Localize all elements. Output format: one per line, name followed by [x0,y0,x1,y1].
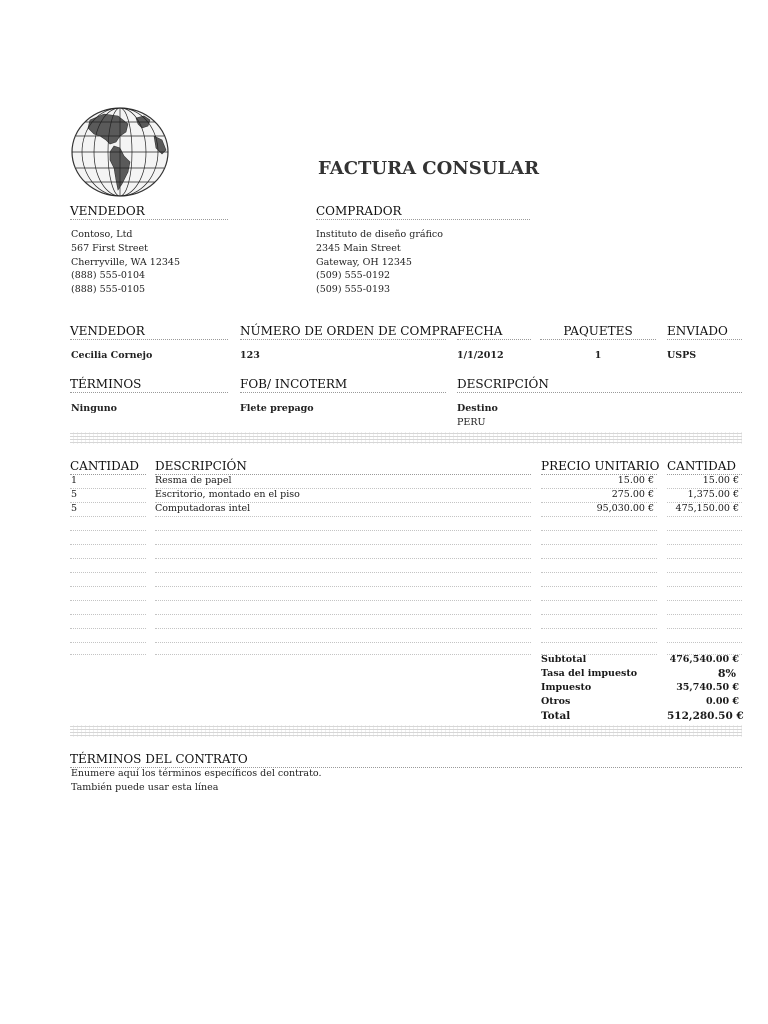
section-divider [70,725,742,737]
row-line [155,628,531,629]
row-line [155,558,531,559]
section-divider [70,432,742,444]
row-description: Resma de papel [155,475,232,486]
row-line [155,654,531,655]
row-line [155,600,531,601]
buyer-line: 2345 Main Street [316,242,401,254]
row-line [70,600,146,601]
description-column-header: DESCRIPCIÓN [155,459,531,475]
row-line [667,642,742,643]
row-line [155,586,531,587]
row-line [155,572,531,573]
order-number-value: 123 [240,350,260,361]
row-line [155,642,531,643]
terms-heading: TÉRMINOS [70,377,228,393]
buyer-line: (509) 555-0192 [316,270,391,282]
row-line [667,530,742,531]
row-amount: 1,375.00 € [687,489,739,500]
row-line [155,544,531,545]
row-line [70,586,146,587]
row-line [667,572,742,573]
seller-line: (888) 555-0104 [71,270,146,282]
shipped-value: USPS [667,350,697,361]
row-line [541,586,657,587]
row-line [541,544,657,545]
row-line [541,530,657,531]
fob-value: Flete prepago [240,403,314,414]
other-value: 0.00 € [705,696,739,707]
buyer-line: Instituto de diseño gráfico [316,229,443,240]
row-unit-price: 15.00 € [617,475,654,486]
order-seller-value: Cecilia Cornejo [71,350,153,361]
date-heading: FECHA [457,324,531,340]
row-line [70,488,146,489]
row-line [541,502,657,503]
seller-address [71,228,180,297]
row-line [70,558,146,559]
buyer-line: Gateway, OH 12345 [316,256,412,268]
row-line [70,628,146,629]
row-line [667,614,742,615]
row-line [541,642,657,643]
total-label: Total [541,710,571,722]
subtotal-value: 476,540.00 € [669,654,739,665]
row-line [541,614,657,615]
fob-heading: FOB/ INCOTERM [240,377,446,393]
row-line [155,530,531,531]
destination-value: PERU [457,417,486,428]
seller-line: Contoso, Ltd [71,229,133,240]
subtotal-label: Subtotal [541,654,587,665]
order-number-heading: NÚMERO DE ORDEN DE COMPRA [240,324,458,338]
row-amount: 15.00 € [702,475,739,486]
buyer-heading: COMPRADOR [316,204,530,220]
row-line [667,600,742,601]
row-line [70,530,146,531]
date-value: 1/1/2012 [457,350,504,361]
tax-rate-value: 8% [717,667,736,680]
tax-value: 35,740.50 € [676,682,739,693]
contract-line: Enumere aquí los términos específicos del contrato. [71,768,322,779]
seller-line: 567 First Street [71,242,148,254]
row-qty: 5 [71,489,78,500]
packages-value: 1 [594,350,602,361]
row-line [667,488,742,489]
total-value: 512,280.50 € [667,710,744,722]
row-line [667,558,742,559]
terms-value: Ninguno [71,403,117,414]
row-line [155,502,531,503]
other-label: Otros [541,696,571,707]
seller-line: (888) 555-0105 [71,284,146,296]
shipped-heading: ENVIADO [667,324,742,340]
row-line [70,502,146,503]
destination-label: Destino [457,403,498,414]
row-line [541,488,657,489]
row-line [667,628,742,629]
row-unit-price: 275.00 € [611,489,654,500]
row-line [70,572,146,573]
unit-price-column-header: PRECIO UNITARIO [541,459,660,473]
description-heading: DESCRIPCIÓN [457,377,742,393]
row-line [667,586,742,587]
tax-label: Impuesto [541,682,592,693]
globe-logo [70,106,170,198]
row-qty: 5 [71,503,78,514]
row-line [70,642,146,643]
row-description: Computadoras intel [155,503,251,514]
amount-column-header: CANTIDAD [667,459,742,475]
row-line [541,558,657,559]
row-line [70,654,146,655]
contract-heading: TÉRMINOS DEL CONTRATO [70,752,742,768]
invoice-title: FACTURA CONSULAR [318,158,540,179]
row-qty: 1 [71,475,78,486]
row-line [541,600,657,601]
globe-icon [70,106,170,198]
order-seller-heading: VENDEDOR [70,324,228,340]
row-line [541,572,657,573]
row-line [70,544,146,545]
row-line [155,516,531,517]
row-line [541,628,657,629]
row-line [667,502,742,503]
row-line [70,516,146,517]
row-line [70,614,146,615]
row-amount: 475,150.00 € [675,503,739,514]
seller-heading: VENDEDOR [70,204,228,220]
packages-heading: PAQUETES [540,324,656,340]
contract-line: También puede usar esta línea [71,782,219,793]
seller-line: Cherryville, WA 12345 [71,256,180,268]
tax-rate-label: Tasa del impuesto [541,668,638,679]
row-line [155,614,531,615]
qty-column-header: CANTIDAD [70,459,146,475]
row-description: Escritorio, montado en el piso [155,489,300,500]
row-line [667,544,742,545]
row-line [541,516,657,517]
row-unit-price: 95,030.00 € [596,503,654,514]
buyer-address [316,228,443,297]
buyer-line: (509) 555-0193 [316,284,391,296]
row-line [667,516,742,517]
row-line [155,488,531,489]
